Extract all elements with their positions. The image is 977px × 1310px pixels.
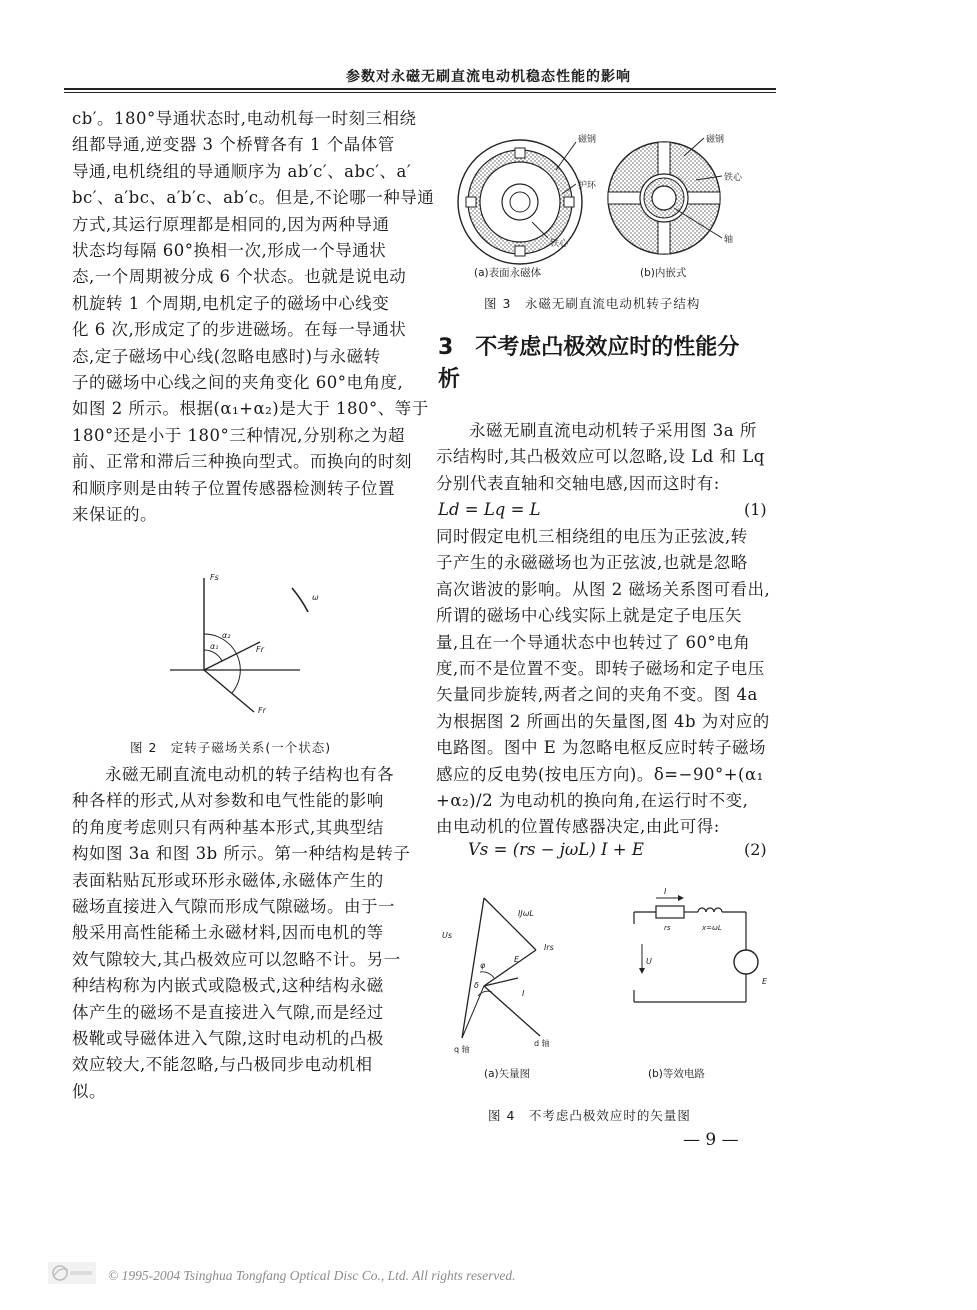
text-line: cb′。180°导通状态时,电动机每一时刻三相绕 [72, 109, 417, 128]
fr-label-1: Fr [256, 645, 264, 654]
figure-3a-subcaption: (a)表面永磁体 [474, 267, 542, 279]
text-line: 前、正常和滞后三种换向型式。而换向的时刻 [72, 452, 412, 472]
right-paragraph-2 [436, 524, 776, 841]
equation-1-number: (1) [744, 500, 767, 519]
text-line: 组都导通,逆变器 3 个桥臂各有 1 个晶体管 [72, 135, 395, 155]
figure-2-caption: 图 2 定转子磁场关系(一个状态) [130, 740, 332, 755]
text-line: 分别代表直轴和交轴电感,因而这时有: [436, 473, 720, 493]
label-u: U [646, 957, 652, 966]
omega-label: ω [312, 593, 319, 602]
text-line: 方式,其运行原理都是相同的,因为两种导通 [72, 214, 390, 234]
right-paragraph-1 [436, 418, 776, 497]
text-line: 永磁无刷直流电动机的转子结构也有各 [105, 765, 394, 784]
equation-2: Vs = (rs − jωL) I + E [468, 840, 644, 859]
label-us: Us [442, 931, 453, 940]
text-line: 180°还是小于 180°三种情况,分别称之为超 [72, 425, 405, 445]
label-ijwl: IJωL [518, 909, 534, 918]
text-line: 量,且在一个导通状态中也转过了 60°电角 [436, 632, 751, 652]
text-line: 感应的反电势(按电压方向)。δ=−90°+(α₁ [436, 764, 764, 784]
text-line: 高次谐波的影响。从图 2 磁场关系图可看出, [436, 579, 771, 599]
text-line: 如图 2 所示。根据(α₁+α₂)是大于 180°、等于 [72, 399, 429, 419]
alpha1-label: α₁ [210, 642, 219, 651]
text-line: 永磁无刷直流电动机转子采用图 3a 所 [469, 421, 757, 440]
figure-3-diagram [452, 126, 772, 286]
text-line: 种结构称为内嵌式或隐极式,这种结构永磁 [72, 976, 384, 996]
label-rs: rs [664, 924, 671, 932]
text-line: 构如图 3a 和图 3b 所示。第一种结构是转子 [72, 844, 411, 864]
label-q-axis: q 轴 [454, 1045, 470, 1054]
label-shaft-b: 轴 [724, 235, 734, 245]
page-number-text: — 9 — [683, 1130, 739, 1150]
text-line: 极靴或导磁体进入气隙,这时电动机的凸极 [72, 1029, 384, 1049]
figure-4a-subcaption: (a)矢量图 [484, 1068, 531, 1080]
figure-4-caption: 图 4 不考虑凸极效应时的矢量图 [488, 1108, 691, 1123]
text-line: 由电动机的位置传感器决定,由此可得: [436, 817, 720, 837]
section-heading-line: 3 不考虑凸极效应时的性能分 [438, 335, 740, 360]
text-line: 度,而不是位置不变。即转子磁场和定子电压 [436, 659, 765, 679]
text-line: 电路图。图中 E 为忽略电枢反应时转子磁场 [436, 738, 767, 758]
header-rule-thin [64, 92, 776, 93]
text-line: 导通,电机绕组的导通顺序为 ab′c′、abc′、a′ [72, 161, 412, 181]
figure-4a-vector-diagram [440, 880, 580, 1060]
fr-vector-2 [204, 670, 254, 712]
section-heading [438, 332, 778, 396]
header-rule-thick [64, 88, 776, 90]
emf-source [734, 950, 758, 974]
label-e: E [514, 955, 520, 964]
text-line: 似。 [72, 1081, 106, 1101]
text-line: 示结构时,其凸极效应可以忽略,设 Ld 和 Lq [436, 447, 765, 467]
text-line: 磁场直接进入气隙而形成气隙磁场。由于一 [72, 897, 395, 917]
text-line: bc′、a′bc、a′b′c、ab′c。但是,不论哪一种导通 [72, 188, 435, 208]
equation-1: Ld = Lq = L [438, 500, 541, 519]
equation-2-number: (2) [744, 840, 767, 859]
text-line: 矢量同步旋转,两者之间的夹角不变。图 4a [436, 685, 758, 705]
text-line: 化 6 次,形成定了的步进磁场。在每一导通状 [72, 320, 407, 340]
label-i-circuit: I [664, 887, 667, 896]
d-axis [484, 986, 540, 1036]
angle-arc-alpha1 [204, 650, 222, 661]
text-line: 态,定子磁场中心线(忽略电感时)与永磁转 [72, 346, 381, 366]
figure-3b-subcaption: (b)内嵌式 [640, 267, 687, 279]
text-line: 来保证的。 [72, 505, 157, 525]
text-line: 为根据图 2 所画出的矢量图,图 4b 为对应的 [436, 711, 770, 731]
e-vector [484, 950, 536, 986]
publisher-logo-icon [48, 1262, 96, 1284]
text-line: 同时假定电机三相绕组的电压为正弦波,转 [436, 527, 748, 546]
label-d-axis: d 轴 [534, 1039, 550, 1048]
text-line: 和顺序则是由转子位置传感器检测转子位置 [72, 478, 395, 498]
text-line: 效气隙较大,其凸极效应可以忽略不计。另一 [72, 949, 401, 969]
left-paragraph-1 [72, 106, 435, 529]
figure-2-diagram [160, 560, 350, 720]
angle-arc-phi [480, 972, 494, 978]
rotation-arrow [292, 588, 308, 612]
figure-4b-subcaption: (b)等效电路 [648, 1068, 705, 1080]
section-heading-line: 析 [438, 367, 461, 392]
label-magnet-b: 磁钢 [706, 135, 725, 145]
left-paragraph-2 [72, 762, 412, 1105]
text-line: 状态均每隔 60°换相一次,形成一个导通状 [72, 241, 387, 261]
fr-label-2: Fr [258, 706, 266, 715]
label-ring-a: 护环 [578, 181, 597, 191]
text-line: 表面粘贴瓦形或环形永磁体,永磁体产生的 [72, 870, 384, 890]
text-line: 子的磁场中心线之间的夹角变化 60°电角度, [72, 373, 404, 393]
figure-4b-equivalent-circuit [616, 884, 786, 1014]
text-line: 子产生的永磁磁场也为正弦波,也就是忽略 [436, 553, 748, 573]
figure-3-caption: 图 3 永磁无刷直流电动机转子结构 [484, 296, 701, 311]
text-line: 体产生的磁场不是直接进入气隙,而是经过 [72, 1002, 384, 1022]
text-line: 般采用高性能稀土永磁材料,因而电机的等 [72, 923, 384, 943]
fs-label: Fs [210, 573, 219, 582]
text-line: 所谓的磁场中心线实际上就是定子电压矢 [436, 606, 742, 626]
label-core-b: 铁心 [724, 173, 743, 183]
label-magnet-a: 磁钢 [578, 135, 597, 145]
label-delta: δ [474, 981, 479, 990]
label-x: x=ωL [702, 924, 722, 932]
text-line: 机旋转 1 个周期,电机定子的磁场中心线变 [72, 293, 390, 313]
inductor [698, 908, 722, 912]
label-phi: φ [480, 961, 486, 970]
text-line: 效应较大,不能忽略,与凸极同步电动机相 [72, 1055, 373, 1075]
alpha2-label: α₂ [222, 631, 231, 640]
text-line: 的角度考虑则只有两种基本形式,其典型结 [72, 817, 384, 837]
running-header: 参数对永磁无刷直流电动机稳态性能的影响 [346, 69, 631, 85]
jwl-drop-vector [484, 898, 536, 950]
resistor-rs [656, 906, 684, 918]
rotor-interior-magnet [608, 138, 722, 254]
label-core-a: 铁心 [550, 239, 569, 249]
label-irs: Irs [544, 943, 554, 952]
text-line: 态,一个周期被分成 6 个状态。也就是说电动 [72, 267, 407, 287]
text-line: 种各样的形式,从对参数和电气性能的影响 [72, 791, 384, 811]
label-i: I [522, 989, 525, 998]
text-line: +α₂)/2 为电动机的换向角,在运行时不变, [436, 791, 749, 811]
label-e-circuit: E [762, 977, 768, 986]
copyright-notice: © 1995-2004 Tsinghua Tongfang Optical Disc Co., Ltd. All rights reserved. [108, 1268, 516, 1283]
